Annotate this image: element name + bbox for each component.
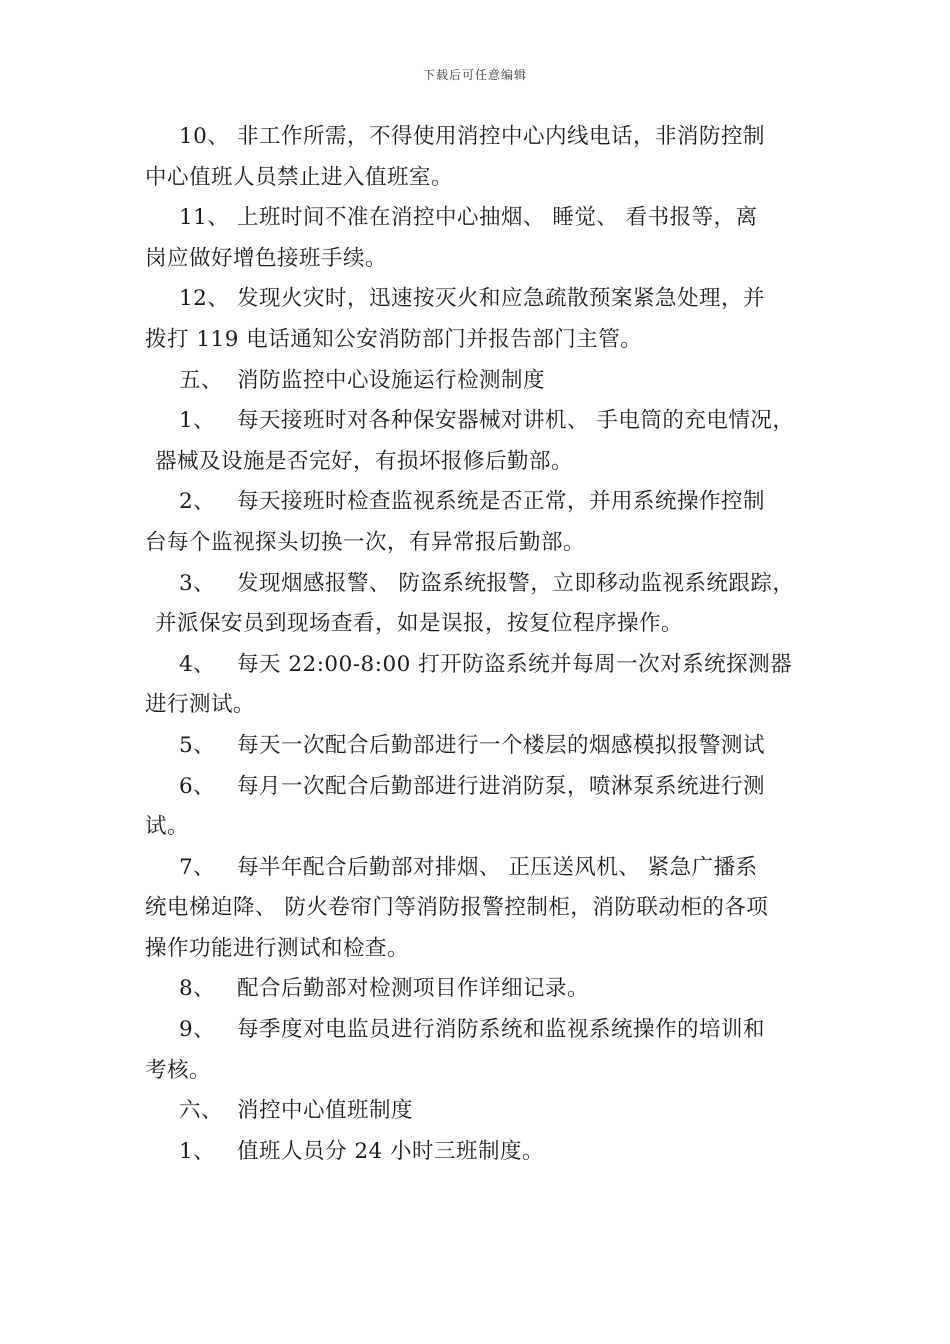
document-body [145,117,815,1172]
line-text: 中心值班人员禁止进入值班室。 [145,164,454,190]
line-text: 并派保安员到现场查看，如是误报，按复位程序操作。 [155,611,684,637]
line-text: 发现烟感报警、 防盗系统报警，立即移动监视系统跟踪， [237,570,795,596]
line-text: 考核。 [145,1057,212,1083]
line-text: 统电梯迫降、 防火卷帘门等消防报警控制柜，消防联动柜的各项 [145,895,769,921]
paragraph-line [145,969,815,1010]
line-text: 试。 [145,814,190,840]
section-title: 消控中心值班制度 [237,1098,414,1124]
item-number: 3、 [179,570,216,596]
item-number: 11、 [179,205,230,231]
line-text: 非工作所需，不得使用消控中心内线电话，非消防控制 [237,124,766,149]
line-text: 每天接班时检查监视系统是否正常，并用系统操作控制 [237,489,766,515]
section-heading [145,1091,815,1132]
item-number: 12、 [179,286,230,312]
line-text: 上班时间不准在消控中心抽烟、 睡觉、 看书报等，离 [237,205,758,231]
item-number: 2、 [179,489,216,515]
paragraph-line [145,279,815,320]
line-text: 进行测试。 [145,692,256,718]
line-text: 每天接班时对各种保安器械对讲机、 手电筒的充电情况， [237,408,795,434]
section-number: 五、 [179,367,224,393]
section-title: 消防监控中心设施运行检测制度 [237,367,546,393]
line-text: 拨打 119 电话通知公安消防部门并报告部门主管。 [145,326,643,352]
paragraph-line [145,320,815,361]
paragraph-line [145,767,815,808]
item-number: 1、 [179,408,216,434]
line-text: 台每个监视探头切换一次，有异常报后勤部。 [145,529,586,555]
paragraph-line [145,604,815,645]
paragraph-line [145,726,815,767]
paragraph-line [145,198,815,239]
paragraph-line [145,158,815,199]
item-number: 4、 [179,651,216,677]
paragraph-line [145,401,815,442]
paragraph-line [145,1010,815,1051]
paragraph-line [145,645,815,686]
item-number: 8、 [179,976,216,1002]
line-text: 发现火灾时，迅速按灭火和应急疏散预案紧急处理，并 [237,286,766,312]
paragraph-line [145,848,815,889]
line-text: 每天 22:00-8:00 打开防盗系统并每周一次对系统探测器 [237,651,793,677]
paragraph-line [145,888,815,929]
item-number: 7、 [179,854,216,880]
paragraph-line [145,117,815,158]
paragraph-line [145,1051,815,1092]
item-number: 6、 [179,773,216,799]
paragraph-line [145,929,815,970]
line-text: 每天一次配合后勤部进行一个楼层的烟感模拟报警测试 [237,732,766,758]
line-text: 配合后勤部对检测项目作详细记录。 [237,976,590,1002]
paragraph-line [145,685,815,726]
paragraph-line [145,239,815,280]
section-heading [145,361,815,402]
item-number: 9、 [179,1017,216,1043]
line-text: 每季度对电监员进行消防系统和监视系统操作的培训和 [237,1017,766,1043]
item-number: 10、 [179,124,230,149]
line-text: 操作功能进行测试和检查。 [145,935,410,961]
item-number: 5、 [179,732,216,758]
paragraph-line [145,523,815,564]
line-text: 岗应做好增色接班手续。 [145,245,388,271]
paragraph-line [145,1132,815,1173]
line-text: 每半年配合后勤部对排烟、 正压送风机、 紧急广播系 [237,854,758,880]
paragraph-line [145,807,815,848]
paragraph-line [145,442,815,483]
item-number: 1、 [179,1138,216,1164]
paragraph-line [145,482,815,523]
line-text: 器械及设施是否完好，有损坏报修后勤部。 [155,448,574,474]
page-header: 下载后可任意编辑 [422,68,527,82]
line-text: 值班人员分 24 小时三班制度。 [237,1138,545,1164]
section-number: 六、 [179,1098,224,1124]
paragraph-line [145,564,815,605]
line-text: 每月一次配合后勤部进行进消防泵，喷淋泵系统进行测 [237,773,766,799]
